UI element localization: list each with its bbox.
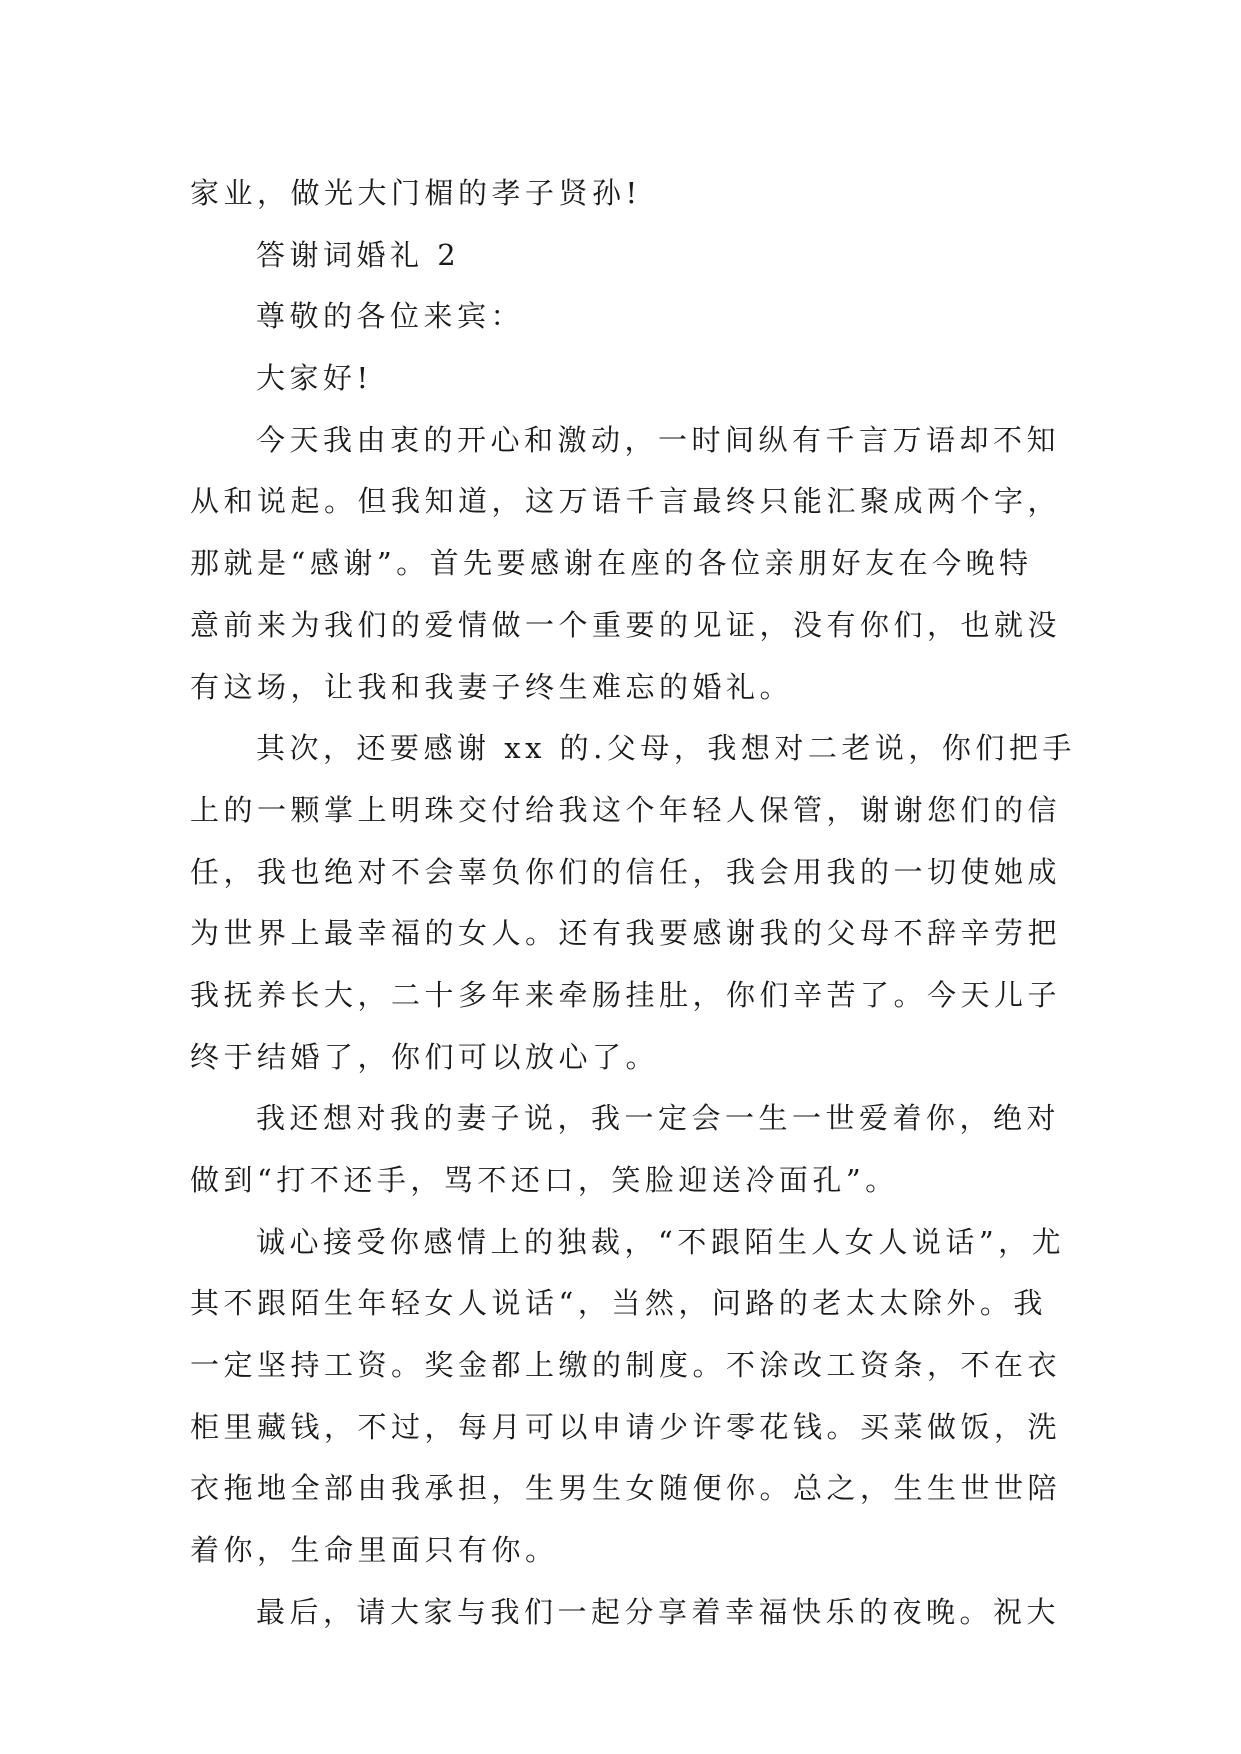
- greeting: 大家好!: [256, 361, 373, 396]
- section-heading: 答谢词婚礼 2: [256, 237, 461, 272]
- text-line: 今天我由衷的开心和激动，一时间纵有千言万语却不知: [256, 422, 1061, 457]
- text-line: 为世界上最幸福的女人。还有我要感谢我的父母不辞辛劳把: [190, 916, 1062, 951]
- text-line: 有这场，让我和我妻子终生难忘的婚礼。: [190, 669, 794, 704]
- text-line: 从和说起。但我知道，这万语千言最终只能汇聚成两个字，: [190, 484, 1062, 519]
- document-page: [190, 163, 1076, 1644]
- text-line: 那就是“感谢”。首先要感谢在座的各位亲朋好友在今晚特: [190, 546, 1033, 581]
- salutation: 尊敬的各位来宾：: [256, 299, 525, 334]
- text-line: 上的一颗掌上明珠交付给我这个年轻人保管，谢谢您们的信: [190, 792, 1062, 827]
- text-line: 家业，做光大门楣的孝子贤孙!: [190, 176, 642, 210]
- text-line: 我还想对我的妻子说，我一定会一生一世爱着你，绝对: [256, 1101, 1061, 1136]
- text-line: 终于结婚了，你们可以放心了。: [190, 1039, 660, 1074]
- text-line: 意前来为我们的爱情做一个重要的见证，没有你们，也就没: [190, 607, 1062, 642]
- text-line: 最后，请大家与我们一起分享着幸福快乐的夜晚。祝大: [256, 1594, 1061, 1629]
- text-line: 衣拖地全部由我承担，生男生女随便你。总之，生生世世陪: [190, 1471, 1062, 1506]
- text-line: 做到“打不还手，骂不还口，笑脸迎送冷面孔”。: [190, 1163, 899, 1197]
- text-line: 着你，生命里面只有你。: [190, 1533, 559, 1568]
- text-line: 其不跟陌生年轻女人说话“，当然，问路的老太太除外。我: [190, 1286, 1047, 1321]
- text-line: 其次，还要感谢 xx 的.父母，我想对二老说，你们把手: [256, 731, 1076, 766]
- text-line: 诚心接受你感情上的独裁，“不跟陌生人女人说话”，尤: [256, 1224, 1066, 1259]
- text-line: 柜里藏钱，不过，每月可以申请少许零花钱。买菜做饭，洗: [190, 1409, 1062, 1444]
- text-line: 我抚养长大，二十多年来牵肠挂肚，你们辛苦了。今天儿子: [190, 977, 1062, 1012]
- text-line: 任，我也绝对不会辜负你们的信任，我会用我的一切使她成: [190, 854, 1062, 889]
- text-line: 一定坚持工资。奖金都上缴的制度。不涂改工资条，不在衣: [190, 1348, 1062, 1383]
